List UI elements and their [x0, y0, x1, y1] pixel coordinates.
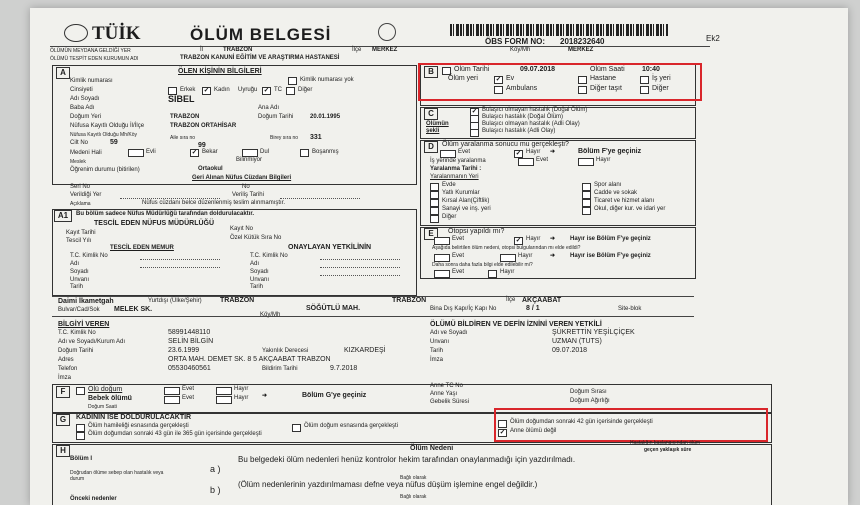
d-evet-label: Evet	[458, 149, 471, 155]
reporter-adres: ORTA MAH. DEMET SK. 8 5 AKÇAABAT TRABZON	[168, 356, 331, 363]
baba-adi-label: Baba Adı	[70, 105, 95, 111]
highlight-section-b	[418, 63, 702, 101]
a1-unvani-label: Unvanı	[70, 277, 90, 283]
olumun-sekli-label: Ölümün şekli	[426, 121, 449, 134]
dogum-tarihi-label: Doğum Tarihi	[258, 114, 294, 120]
nufus-koy-label: Nüfusa Kayıtlı Olduğu Mh/Köy	[70, 132, 137, 138]
a1-soyadi-label-2: Soyadı	[250, 269, 269, 275]
bolum-label: Bölüm I	[70, 456, 92, 462]
doctor-imza-label: İmza	[430, 357, 444, 363]
is-yeri-label: İş yeri	[652, 75, 671, 82]
place-cadde-label: Cadde ve sokak	[594, 190, 638, 196]
a1-adi-label: Adı	[70, 261, 80, 267]
c-opt1-label: Bulaşıcı olmayan hastalık (Doğal Ölüm)	[482, 107, 588, 113]
section-a-tag: A	[56, 67, 70, 79]
g-opt1-label: Ölüm hamileliği esnasında gerçekleşti	[88, 423, 189, 429]
e-hayir-checkbox[interactable]: ✓	[515, 237, 522, 244]
dogum-agirligi-label: Doğum Ağırlığı	[570, 398, 610, 404]
anne-tc-label: Anne TC No	[430, 383, 463, 389]
doctor-name-label: Adı ve Soyadı	[430, 330, 468, 336]
section-a1-title: Bu bölüm sadece Nüfus Müdürlüğü tarafından doldurulacaktır.	[76, 211, 255, 217]
reporter-tc-label: T.C. Kimlik No	[58, 330, 96, 336]
section-e-tag: E	[424, 228, 438, 240]
tc-label: TC	[274, 87, 282, 93]
e-q2-evet-label: Evet	[452, 253, 465, 259]
bulvar-value: MELEK SK.	[114, 306, 153, 313]
section-b-tag: B	[424, 66, 438, 78]
il-value: TRABZON	[223, 47, 253, 53]
residence-koy: SÖĞÜTLÜ MAH.	[306, 305, 361, 312]
onaylayan-title: ONAYLAYAN YETKİLİNİN	[288, 244, 372, 251]
is-yerinde-evet-label: Evet	[536, 157, 549, 163]
verilis-label: Veriliş Tarihi	[232, 192, 264, 198]
residence-il-2: TRABZON	[392, 297, 427, 304]
nufus-il-value: TRABZON ORTAHİSAR	[170, 123, 237, 129]
seri-label: Seri No	[70, 184, 91, 190]
tc-checkbox[interactable]: ✓	[263, 87, 270, 94]
section-a-title: ÖLEN KİŞİNİN BİLGİLERİ	[178, 68, 262, 75]
reporter-telefon-label: Telefon	[58, 366, 78, 372]
place-diger-label: Diğer	[442, 214, 457, 220]
aciklama-label: Açıklama	[70, 201, 91, 207]
e-q1: Otopsi yapıldı mı?	[448, 228, 505, 235]
c-opt4-label: Bulaşıcı hastalık (Adli Olay)	[482, 128, 556, 134]
g-opt3-label: Ölüm doğumdan sonraki 42 gün içerisinde gerçekleşti	[510, 419, 653, 425]
diger-yer-label: Diğer	[652, 85, 669, 92]
ev-checkbox[interactable]: ✓	[495, 76, 502, 83]
line-b-text: (Ölüm nedenlerinin yazdırılmaması defne veya nüfus düşüm işlemine engel değildir.)	[238, 480, 538, 489]
diger-uyruk-checkbox[interactable]	[286, 87, 295, 95]
olum-tarihi-label: Ölüm Tarihi	[454, 66, 490, 73]
line-a-marker: a )	[210, 464, 221, 474]
e-q3-hayir-label: Hayır	[500, 269, 515, 275]
f-hayir-checkbox[interactable]	[216, 387, 232, 395]
olum-yeri-label: Ölüm yeri	[448, 75, 478, 82]
kayit-tarihi-label: Kayıt Tarihi	[66, 230, 96, 236]
section-g-tag: G	[56, 414, 70, 426]
a1-tarih-label: Tarih	[70, 284, 84, 290]
birey-sira-value: 331	[310, 134, 322, 141]
yakinlik-label: Yakınlık Derecesi	[262, 348, 309, 354]
il-label: İl	[200, 47, 203, 53]
place-kirsal-checkbox[interactable]	[430, 199, 439, 207]
reporter-name-label: Adı ve Soyadı/Kurum Adı	[58, 339, 126, 345]
evli-checkbox[interactable]	[128, 149, 144, 157]
adi-soyadi-value: SİBEL	[168, 94, 195, 104]
place-evde-label: Evde	[442, 182, 456, 188]
e-q2-evet-checkbox[interactable]	[434, 254, 450, 262]
e-q3: Daha sonra daha fazla bilgi elde edilebilir mi?	[432, 262, 533, 268]
cilt-value: 59	[110, 139, 118, 146]
bekar-checkbox[interactable]: ✓	[191, 149, 198, 156]
doctor-name: ŞÜKRETTİN YEŞİLÇİÇEK	[552, 329, 635, 336]
bagli-olarak-b: Bağlı olarak	[400, 494, 427, 500]
bebek-olumu-label: Bebek ölümü	[88, 395, 132, 402]
dogum-tarihi-value: 20.01.1995	[310, 114, 341, 120]
place-ticaret-label: Ticaret ve hizmet alanı	[594, 198, 655, 204]
gecen-sure-label: geçen yaklaşık süre	[644, 447, 692, 453]
doctor-title: ÖLÜMÜ BİLDİREN VE DEFİN İZNİNİ VEREN YETKİLİ	[430, 321, 602, 328]
form-no-label: ÖBS FORM NO:	[485, 37, 545, 46]
ambulans-label: Ambulans	[506, 85, 538, 92]
koy-value: MERKEZ	[568, 47, 594, 53]
ozel-kutuk-label: Özel Kütük Sıra No	[230, 235, 282, 241]
a1-unvani-label-2: Unvanı	[250, 277, 270, 283]
a1-tc-label-2: T.C. Kimlik No	[250, 253, 288, 259]
reporter-telefon: 05530460561	[168, 365, 211, 372]
e-evet-checkbox[interactable]	[434, 237, 450, 245]
medeni-label: Medeni Hali	[70, 150, 102, 156]
c-opt1-checkbox[interactable]: ✓	[471, 108, 478, 115]
f-evet-checkbox[interactable]	[164, 387, 180, 395]
aile-sira-value: 99	[198, 142, 206, 149]
place-okul-label: Okul, diğer kur. ve idari yer	[594, 206, 666, 212]
g-opt5-label: Anne ölümü değil	[510, 428, 557, 434]
doctor-tarih: 09.07.2018	[552, 347, 588, 354]
evli-label: Evli	[146, 149, 156, 155]
olu-dogum-checkbox[interactable]	[76, 387, 85, 395]
doctor-unvan-label: Unvanı	[430, 339, 450, 345]
bina-value: 8 / 1	[526, 305, 540, 312]
section-g-title: KADININ İSE DOLDURULACAKTIR	[76, 414, 192, 421]
ilce-value: MERKEZ	[372, 47, 398, 53]
f-evet2-checkbox[interactable]	[164, 396, 180, 404]
olum-saati-value: 10:40	[642, 66, 660, 73]
reporter-tc: 58991448110	[168, 329, 211, 336]
form-no: 2018232640	[560, 37, 605, 46]
tescil-memur-title: TESCİL EDEN MEMUR	[110, 245, 174, 251]
place-spor-label: Spor alanı	[594, 182, 622, 188]
e-q3-hayir-checkbox[interactable]	[488, 270, 497, 278]
is-yerinde-hayir-label: Hayır	[596, 157, 611, 163]
section-d-tag: D	[424, 141, 438, 153]
adi-soyadi-label: Adı Soyadı	[70, 96, 100, 102]
place-kirsal-label: Kırsal Alan(Çiftlik)	[442, 198, 490, 204]
cinsiyet-label: Cinsiyeti	[70, 87, 93, 93]
bosanmis-label: Boşanmış	[312, 149, 339, 155]
birey-sira-label: Birey sıra no	[270, 135, 299, 141]
aile-sira-label: Aile sıra no	[170, 135, 196, 141]
f-hayir2-checkbox[interactable]	[216, 396, 232, 404]
highlight-section-g	[494, 408, 768, 442]
ogrenim-label: Öğrenim durumu (bitirilen)	[70, 167, 140, 173]
yaralanma-yeri-label: Yaralanmanın Yeri	[430, 174, 479, 180]
olu-dogum-label: Ölü doğum	[88, 386, 123, 393]
reporter-imza-label: İmza	[58, 375, 72, 381]
kimlik-yok-label: Kimlik numarası yok	[300, 77, 354, 83]
reporter-dogum-label: Doğum Tarihi	[58, 348, 94, 354]
yakinlik-value: KIZKARDEŞİ	[344, 347, 386, 354]
yurtdisi-label: Yurtdışı (Ülke/Şehir)	[148, 298, 202, 304]
residence-ilce: AKÇAABAT	[522, 297, 562, 304]
g-opt1-checkbox[interactable]	[76, 424, 85, 432]
c-opt3-label: Bulaşıcı olmayan hastalık (Adli Olay)	[482, 121, 580, 127]
tescil-title: TESCİL EDEN NÜFUS MÜDÜRLÜĞÜ	[94, 220, 215, 227]
d-hayir-checkbox[interactable]: ✓	[515, 150, 522, 157]
line-a-text: Bu belgedeki ölüm nedenleri henüz kontrolor hekim tarafından onaylanmadığı için yazdırılmadı.	[238, 455, 576, 464]
olum-tarihi-value: 09.07.2018	[520, 66, 556, 73]
d-arrow-icon: ➜	[550, 149, 556, 155]
bildirim-value: 9.7.2018	[330, 365, 358, 372]
erkek-label: Erkek	[180, 87, 196, 93]
f-goto: Bölüm G'ye geçiniz	[302, 392, 367, 399]
barcode	[450, 24, 668, 36]
doctor-tarih-label: Tarih	[430, 348, 444, 354]
d-question: Ölüm yaralanma sonucu mu gerçekleşti?	[442, 141, 569, 148]
section-f-tag: F	[56, 386, 70, 398]
a1-tarih-label-2: Tarih	[250, 284, 264, 290]
place-cadde-checkbox[interactable]	[582, 191, 591, 199]
crescent-seal-icon	[378, 23, 396, 41]
bagli-olarak-a: Bağlı olarak	[400, 475, 427, 481]
section-a1-tag: A1	[54, 210, 72, 222]
is-yerinde-label: İş yerinde yaralanma	[430, 158, 486, 164]
residence-ilce-label: İlçe	[506, 297, 516, 303]
dogum-sirasi-label: Doğum Sırası	[570, 389, 607, 395]
tescil-yili-label: Tescil Yılı	[66, 238, 92, 244]
dogrudan-label: Doğrudan ölüme sebep olan hastalık veya durum	[70, 470, 164, 482]
reporter-dogum: 23.6.1999	[168, 347, 200, 354]
no-label: No	[242, 184, 250, 190]
kadin-label: Kadın	[214, 87, 230, 93]
logo-text: TÜİK	[92, 23, 141, 44]
e-q2-hayir-checkbox[interactable]	[500, 254, 516, 262]
a1-tc-label: T.C. Kimlik No	[70, 253, 108, 259]
c-opt4-checkbox[interactable]	[470, 129, 479, 137]
e-q3-evet-checkbox[interactable]	[434, 270, 450, 278]
olum-nedeni-title: Ölüm Nedeni	[410, 445, 454, 452]
olum-saati-label: Ölüm Saati	[590, 66, 625, 73]
hastane-label: Hastane	[590, 75, 617, 82]
dogum-yeri-label: Doğum Yeri	[70, 114, 102, 120]
section-h-tag: H	[56, 445, 70, 457]
ogrenim-value: Ortaokul	[198, 166, 223, 172]
kimlik-label: Kimlik numarası	[70, 78, 113, 84]
death-certificate	[30, 8, 848, 505]
place-label: ÖLÜMÜN MEYDANA GELDİĞİ YER	[50, 48, 131, 54]
g-opt2-label: Ölüm doğum esnasında gerçekleşti	[304, 423, 399, 429]
geri-alinan-title: Geri Alınan Nüfus Cüzdanı Bilgileri	[192, 175, 292, 181]
f-dogum-saati-label: Doğum Saati	[88, 404, 117, 410]
f-evet-label: Evet	[182, 386, 195, 392]
bosanmis-checkbox[interactable]	[300, 149, 309, 157]
bildirim-label: Bildirim Tarihi	[262, 366, 298, 372]
diger-tasit-label: Diğer taşıt	[590, 85, 622, 92]
residence-label: Daimi İkametgah	[58, 298, 114, 305]
place-spor-checkbox[interactable]	[582, 183, 591, 191]
g-opt4-checkbox[interactable]	[76, 432, 85, 440]
hospital-label: ÖLÜMÜ TESPİT EDEN KURUMUN ADI	[50, 56, 139, 62]
kadin-checkbox[interactable]: ✓	[203, 87, 210, 94]
place-okul-checkbox[interactable]	[582, 207, 591, 215]
e-q2: Aşağıda belirtilen ölüm nedeni, otopsi bulgularından mı elde edildi?	[432, 245, 581, 251]
c-opt2-label: Bulaşıcı hastalık (Doğal Ölüm)	[482, 114, 564, 120]
a1-adi-label-2: Adı	[250, 261, 260, 267]
d-evet-checkbox[interactable]	[440, 150, 456, 158]
kimlik-yok-checkbox[interactable]	[288, 77, 297, 85]
g-opt4-label: Ölüm doğumdan sonraki 43 gün ile 365 gün içerisinde gerçekleşti	[88, 431, 262, 437]
cilt-label: Cilt No	[70, 140, 89, 146]
g-opt5-checkbox[interactable]: ✓	[499, 429, 506, 436]
dogum-yeri-value: TRABZON	[170, 114, 200, 120]
e-q2-hayir-label: Hayır	[518, 253, 533, 259]
aciklama-value: Nüfus cüzdanı belce düzenlenmiş teslim alınmamıştır.	[142, 200, 286, 206]
is-yerinde-hayir-checkbox[interactable]	[578, 158, 594, 166]
dul-label: Dul	[260, 149, 270, 155]
diger-uyruk-label: Diğer	[298, 87, 313, 93]
e-q2-arrow-icon: ➜	[550, 253, 556, 259]
place-sanayi-checkbox[interactable]	[430, 207, 439, 215]
tuik-logo	[64, 24, 88, 42]
f-hayir-label: Hayır	[234, 386, 249, 392]
ev-label: Ev	[506, 75, 515, 82]
place-yatli-label: Yatlı Kurumlar	[442, 190, 480, 196]
e-q3-evet-label: Evet	[452, 269, 465, 275]
e-goto2: Hayır ise Bölüm F'ye geçiniz	[570, 253, 651, 259]
place-diger-checkbox[interactable]	[430, 215, 439, 223]
residence-koy-label: Köy/Mh	[260, 312, 281, 318]
g-opt2-checkbox[interactable]	[292, 424, 301, 432]
residence-il: TRABZON	[220, 297, 255, 304]
f-hayir2-label: Hayır	[234, 395, 249, 401]
line-b-marker: b )	[210, 485, 221, 495]
hastaligin-label: Hastalığın başlangıcından ölüm	[630, 440, 701, 446]
d-goto: Bölüm F'ye geçiniz	[578, 148, 642, 155]
a1-soyadi-label: Soyadı	[70, 269, 89, 275]
hospital-value: TRABZON KANUNİ EĞİTİM VE ARAŞTIRMA HASTANESİ	[180, 55, 340, 61]
anne-yasi-label: Anne Yaşı	[430, 391, 458, 397]
place-sanayi-label: Sanayi ve inş. yeri	[442, 206, 491, 212]
e-goto: Hayır ise Bölüm F'ye geçiniz	[570, 236, 651, 242]
d-hayir-label: Hayır	[526, 149, 541, 155]
ana-adi-label: Ana Adı	[258, 105, 280, 111]
section-c-tag: C	[424, 108, 438, 120]
reporter-title: BİLGİYİ VEREN	[58, 321, 110, 328]
dul-checkbox[interactable]	[242, 149, 258, 157]
e-arrow-icon: ➜	[550, 236, 556, 242]
place-ticaret-checkbox[interactable]	[582, 199, 591, 207]
e-hayir-label: Hayır	[526, 236, 541, 242]
koy-label: Köy/Mh	[510, 47, 531, 53]
meslek-label: Meslek	[70, 159, 86, 165]
e-evet-label: Evet	[452, 236, 465, 242]
page-title: ÖLÜM BELGESİ	[190, 25, 332, 44]
reporter-name: SELİN BİLGİN	[168, 338, 214, 345]
is-yerinde-evet-checkbox[interactable]	[518, 158, 534, 166]
kayit-no-label: Kayıt No	[230, 226, 254, 232]
ilce-label: İlçe	[352, 47, 362, 53]
verildigi-label: Verildiği Yer	[70, 192, 102, 198]
f-arrow-icon: ➜	[262, 393, 268, 399]
site-label: Site-blok	[618, 306, 642, 312]
bulvar-label: Bulvar/Cad/Sok	[58, 307, 100, 313]
place-yatli-checkbox[interactable]	[430, 191, 439, 199]
place-evde-checkbox[interactable]	[430, 183, 439, 191]
nufus-il-label: Nüfusa Kayıtlı Olduğu İl/İlçe	[70, 123, 145, 129]
uyrugu-label: Uyruğu	[238, 87, 258, 93]
gebelik-suresi-label: Gebelik Süresi	[430, 399, 470, 405]
f-evet2-label: Evet	[182, 395, 195, 401]
doctor-unvan: UZMAN (TUTS)	[552, 338, 602, 345]
ek-label: Ek2	[706, 34, 720, 43]
onceki-label: Önceki nedenler	[70, 496, 117, 502]
yaralanma-tarihi-label: Yaralanma Tarihi :	[430, 166, 482, 172]
bekar-label: Bekar	[202, 149, 218, 155]
reporter-adres-label: Adres	[58, 357, 74, 363]
bilinmiyor-label: Bilinmiyor	[236, 157, 263, 163]
bina-label: Bina Dış Kapı/İç Kapı No	[430, 306, 497, 312]
